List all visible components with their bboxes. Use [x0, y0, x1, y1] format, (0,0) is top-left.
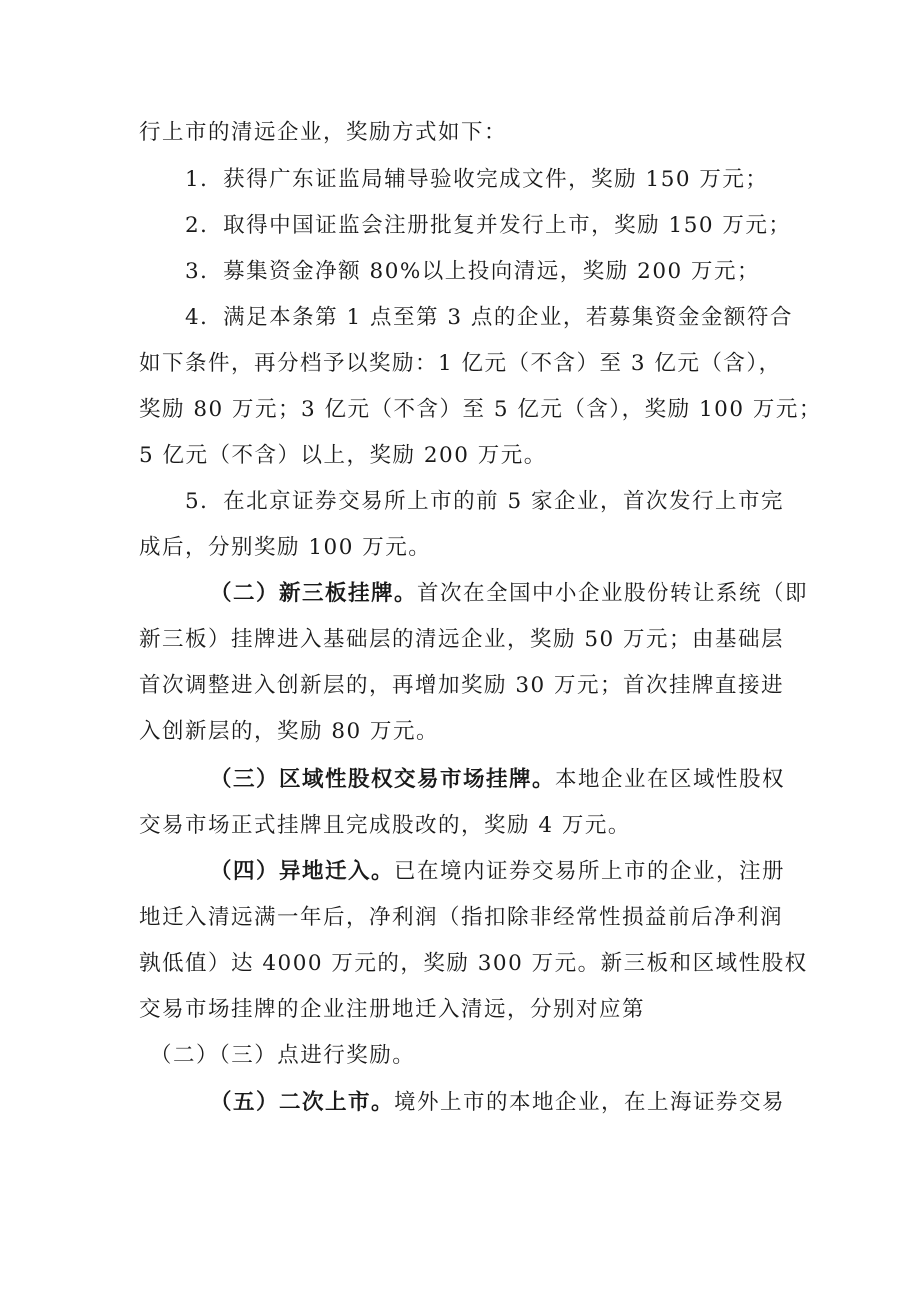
- text-line: [185, 257, 760, 287]
- section-heading: （四）异地迁入。: [210, 859, 395, 884]
- text-line: [185, 303, 793, 333]
- text-line: [139, 717, 439, 747]
- paragraph-text: 5 亿元（不含）以上，奖励 200 万元。: [139, 443, 547, 468]
- text-line: [210, 579, 808, 609]
- paragraph-text: 3．募集资金净额 80%以上投向清远，奖励 200 万元；: [185, 259, 761, 284]
- text-line: [210, 1088, 785, 1118]
- paragraph-text: 成后，分别奖励 100 万元。: [139, 535, 432, 560]
- paragraph-text: 交易市场正式挂牌且完成股改的，奖励 4 万元。: [139, 813, 631, 838]
- text-line: [185, 165, 768, 195]
- section-heading: （三）区域性股权交易市场挂牌。: [210, 767, 556, 792]
- text-line: [139, 395, 822, 425]
- paragraph-text: （二）（三）点进行奖励。: [150, 1043, 416, 1068]
- text-line: [139, 441, 547, 471]
- paragraph-text: 本地企业在区域性股权: [555, 767, 786, 792]
- text-line: [139, 671, 784, 701]
- section-heading: （二）新三板挂牌。: [210, 581, 418, 606]
- text-line: [150, 1041, 415, 1071]
- text-line: [139, 903, 783, 933]
- paragraph-text: 新三板）挂牌进入基础层的清远企业，奖励 50 万元；由基础层: [139, 627, 785, 652]
- paragraph-text: 如下条件，再分档予以奖励：1 亿元（不含）至 3 亿元（含），: [139, 351, 782, 376]
- paragraph-text: 地迁入清远满一年后，净利润（指扣除非经常性损益前后净利润: [139, 905, 784, 930]
- text-line: [210, 857, 785, 887]
- text-line: [139, 349, 782, 379]
- paragraph-text: 孰低值）达 4000 万元的，奖励 300 万元。新三板和区域性股权: [139, 951, 808, 976]
- text-line: [210, 765, 785, 795]
- paragraph-text: 交易市场挂牌的企业注册地迁入清远，分别对应第: [139, 997, 646, 1022]
- text-line: [139, 118, 507, 148]
- paragraph-text: 首次在全国中小企业股份转让系统（即: [417, 581, 809, 606]
- text-line: [139, 949, 808, 979]
- text-line: [139, 625, 784, 655]
- section-heading: （五）二次上市。: [210, 1090, 395, 1115]
- paragraph-text: 1．获得广东证监局辅导验收完成文件，奖励 150 万元；: [185, 167, 769, 192]
- text-line: [139, 995, 645, 1025]
- paragraph-text: 4．满足本条第 1 点至第 3 点的企业，若募集资金金额符合: [185, 305, 793, 330]
- paragraph-text: 行上市的清远企业，奖励方式如下：: [139, 120, 508, 145]
- text-line: [139, 811, 631, 841]
- text-line: [185, 487, 784, 517]
- paragraph-text: 境外上市的本地企业，在上海证券交易: [394, 1090, 786, 1115]
- paragraph-text: 5．在北京证券交易所上市的前 5 家企业，首次发行上市完: [185, 489, 785, 514]
- paragraph-text: 奖励 80 万元；3 亿元（不含）至 5 亿元（含），奖励 100 万元；: [139, 397, 822, 422]
- text-line: [139, 533, 431, 563]
- paragraph-text: 2．取得中国证监会注册批复并发行上市，奖励 150 万元；: [185, 213, 792, 238]
- text-line: [185, 211, 791, 241]
- paragraph-text: 已在境内证券交易所上市的企业，注册: [394, 859, 786, 884]
- paragraph-text: 入创新层的，奖励 80 万元。: [139, 719, 440, 744]
- paragraph-text: 首次调整进入创新层的，再增加奖励 30 万元；首次挂牌直接进: [139, 673, 785, 698]
